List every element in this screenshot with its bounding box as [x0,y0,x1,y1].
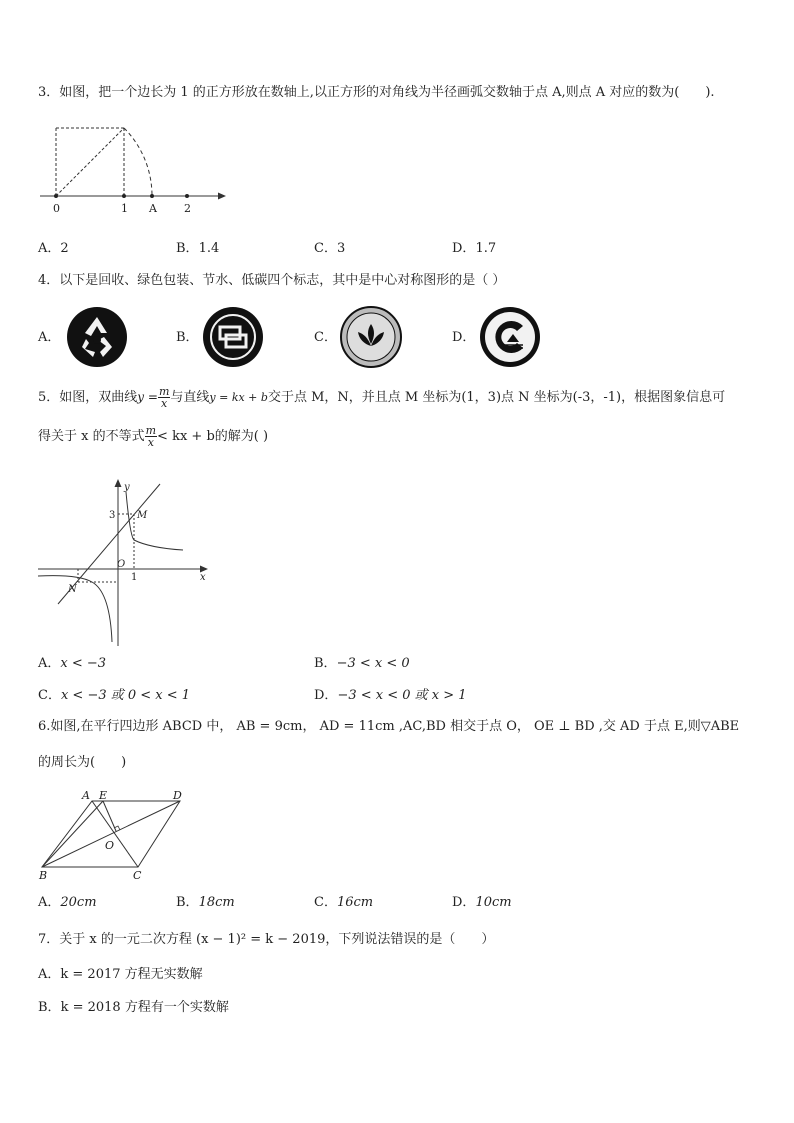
square-diagonal [56,128,124,196]
q6-option-d[interactable]: D．10cm [452,895,512,910]
q6-parallelogram-figure [38,787,193,882]
label-N: N [68,584,77,595]
arc [124,128,152,196]
label-B: B [39,869,48,882]
q5-line2: 得关于 x 的不等式 $\frac{m}{x}$ < kx + b的解为( ) [38,424,269,449]
label-3: 3 [109,510,116,521]
q3-option-b[interactable]: B．1.4 [176,241,220,256]
label-C: C [133,869,142,882]
q3-option-a[interactable]: A．2 [38,241,69,256]
q4-option-c-label[interactable]: C． [314,330,337,345]
label-2: 2 [184,202,191,215]
q3-text: 3．如图，把一个边长为 1 的正方形放在数轴上,以正方形的对角线为半径画弧交数轴于点 A,则点 A 对应的数为( ). [38,85,715,100]
q6-option-c[interactable]: C．16cm [314,895,374,910]
q5-graph [38,464,213,646]
label-1: 1 [131,572,138,583]
axis-arrow [218,193,226,200]
recycle-logo-icon [66,306,128,368]
q4-option-b-label[interactable]: B． [176,330,199,345]
green-package-logo-icon [202,306,264,368]
q6-option-b[interactable]: B．18cm [176,895,235,910]
q6-line1: 6.如图,在平行四边形 ABCD 中， AB = 9cm， AD = 11cm ,AC,BD 相交于点 O， OE ⊥ BD ,交 AD 于点 E,则▽ABE [38,719,740,734]
label-0: 0 [53,202,60,215]
low-carbon-logo-icon [479,306,541,368]
q7-option-b[interactable]: B．k = 2018 方程有一个实数解 [38,1000,229,1015]
label-E: E [99,789,108,802]
hyperbola-branch-1 [126,492,183,550]
q5-option-d[interactable]: D．−3 < x < 0 或 x > 1 [314,688,467,703]
q4-option-d-label[interactable]: D． [452,330,476,345]
label-A: A [82,789,90,802]
label-x: x [200,572,206,583]
q4-option-a-label[interactable]: A． [38,330,61,345]
q5-line1: 5．如图，双曲线y = $\frac{m}{x}$ 与直线y = kx + b交于点 M，N，并且点 M 坐标为(1，3)点 N 坐标为(-3，-1)，根据图象信息可 [38,385,726,410]
label-A: A [149,202,157,215]
q7-text: 7．关于 x 的一元二次方程 (x − 1)² = k − 2019，下列说法错误的是（ ） [38,932,495,947]
segment-be [42,801,103,867]
q6-line2: 的周长为( ) [38,755,127,770]
label-1: 1 [121,202,128,215]
label-y: y [124,482,130,493]
q5-option-a[interactable]: A．x < −3 [38,656,107,671]
q6-option-a[interactable]: A．20cm [38,895,97,910]
q4-text: 4．以下是回收、绿色包装、节水、低碳四个标志，其中是中心对称图形的是（ ） [38,273,506,288]
q5-option-b[interactable]: B．−3 < x < 0 [314,656,410,671]
q7-option-a[interactable]: A．k = 2017 方程无实数解 [38,967,203,982]
diagonal-ac [92,801,138,867]
q3-option-c[interactable]: C．3 [314,241,346,256]
q3-number-line-figure [38,124,238,219]
label-D: D [173,789,182,802]
q3-option-d[interactable]: D．1.7 [452,241,497,256]
label-O: O [117,559,126,570]
q5-option-c[interactable]: C．x < −3 或 0 < x < 1 [38,688,191,703]
water-saving-logo-icon [340,306,402,368]
label-M: M [137,510,148,521]
label-O: O [105,839,115,852]
